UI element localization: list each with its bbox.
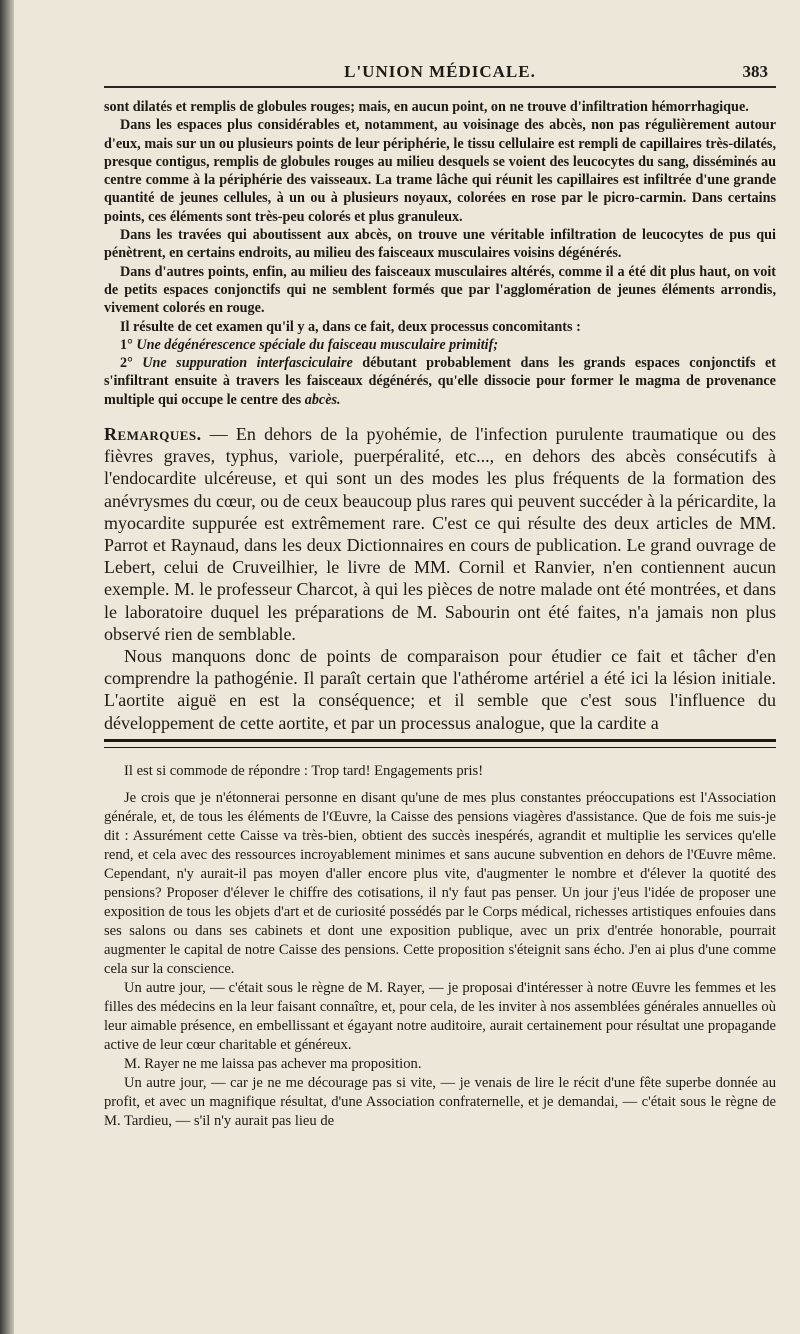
page-header bbox=[104, 52, 776, 88]
page-number: 383 bbox=[742, 62, 768, 81]
paragraph: M. Rayer ne me laissa pas achever ma proposition. bbox=[124, 1055, 422, 1072]
paragraph: Dans d'autres points, enfin, au milieu des faisceaux musculaires altérés, comme il a été dit plus haut, on voit de petits espaces conjonctifs qui ne semblent formés que par l'agglomération de jeunes éléments arrondis, vivement colorés en rouge. bbox=[104, 263, 776, 317]
observation-details bbox=[104, 98, 776, 409]
feuilleton-lead: Il est si commode de répondre : Trop tard! Engagements pris! bbox=[124, 762, 484, 779]
paragraph bbox=[104, 423, 776, 645]
book-binding-edge bbox=[0, 0, 14, 1334]
paragraph: Un autre jour, — c'était sous le règne de M. Rayer, — je proposai d'intéresser à notre Œuvre les femmes et les filles des médecins en la leur faisant connaître, et, pour cela, de les inviter à nos assemblées générales annuelles où leur aimable présence, en embellissant et égayant notre auditoire, aurait certainement pour résultat une propagande active de leur cœur charitable et généreux. bbox=[104, 979, 776, 1053]
paragraph: sont dilatés et remplis de globules rouges; mais, en aucun point, on ne trouve d'infiltration hémorrhagique. bbox=[104, 99, 749, 115]
paragraph: Il résulte de cet examen qu'il y a, dans ce fait, deux processus concomitants : bbox=[120, 318, 581, 335]
feuilleton-section bbox=[104, 762, 776, 1131]
list-item-end: abcès. bbox=[304, 391, 341, 408]
list-item-emphasis: Une suppuration interfasciculaire bbox=[142, 355, 353, 372]
list-number: 2° bbox=[120, 355, 133, 372]
list-item-text: débutant probablement dans les grands espaces conjonctifs et s'infiltrant ensuite à travers les faisceaux dégénérés, qu'elle dissocie pour former le magma de provenance multiple qui occupe le centre des bbox=[104, 355, 777, 408]
paragraph: Dans les espaces plus considérables et, notamment, au voisinage des abcès, non pas régulièrement autour d'eux, mais sur un ou plusieurs points de leur périphérie, le tissu cellulaire est rempli de capillaires très-dilatés, presque contigus, remplis de globules rouges au milieu desquels se voient des leucocytes du sang, disséminés au centre comme à la périphérie des vaisseaux. La trame lâche qui réunit les capillaires est infiltrée d'une grande quantité de jeunes cellules, à un ou à plusieurs noyaux, colorées en rose par le picro-carmin. Dans certains points, ces éléments sont très-peu colorés et plus granuleux. bbox=[104, 117, 776, 225]
list-item-text: Une dégénérescence spéciale du faisceau musculaire primitif; bbox=[136, 336, 499, 353]
list-item bbox=[104, 354, 776, 409]
list-number: 1° bbox=[120, 336, 133, 353]
running-title: L'UNION MÉDICALE. bbox=[344, 62, 536, 81]
paragraph: Nous manquons donc de points de comparaison pour étudier ce fait et tâcher d'en comprendre la pathogénie. Il paraît certain que l'athérome artériel a été ici la lésion initiale. L'aortite aiguë en est la conséquence; et il semble que c'est sous l'influence du développement de cette aortite, et par un processus analogue, que la cardite a bbox=[104, 646, 776, 733]
paragraph: Je crois que je n'étonnerai personne en disant qu'une de mes plus constantes préoccupations est l'Association générale, et, de tous les éléments de l'Œuvre, la Caisse des pensions viagères d'assistance. Que de fois me suis-je dit : Assurément cette Caisse va très-bien, obtient des succès inespérés, agrandit et multiplie les services qu'elle rend, et cela avec des ressources incroyablement minimes et sans aucune subvention en dehors de l'Œuvre même. Cependant, n'y aurait-il pas moyen d'aller encore plus vite, d'augmenter le nombre et d'élever la quotité des pensions? Proposer d'élever le chiffre des cotisations, il n'y faut pas penser. Un jour j'eus l'idée de proposer une exposition de tous les objets d'art et de curiosité possédés par le Corps médical, richesses artistiques enfouies dans ses salons ou dans ses cabinets et dont une exposition publique, avec un prix d'entrée honorable, pourrait augmenter le capital de notre Caisse des pensions. Cette proposition s'éteignit sans écho. J'en ai plus d'une comme cela sur la conscience. bbox=[104, 789, 776, 977]
list-item bbox=[104, 336, 776, 354]
remarks-label: Remarques. bbox=[104, 424, 202, 445]
journal-page bbox=[104, 52, 776, 1131]
remarks-section bbox=[104, 423, 776, 734]
feuilleton-separator bbox=[104, 739, 776, 748]
paragraph: Un autre jour, — car je ne me décourage pas si vite, — je venais de lire le récit d'une fête superbe donnée au profit, et avec un magnifique résultat, d'une Association confraternelle, et je demandai, — c'était sous le règne de M. Tardieu, — s'il n'y aurait pas lieu de bbox=[104, 1074, 776, 1129]
remarks-text: — En dehors de la pyohémie, de l'infection purulente traumatique ou des fièvres graves, typhus, variole, puerpéralité, etc..., en dehors des abcès consécutifs à l'endocardite ulcéreuse, et qui sont un des modes les plus fréquents de la formation des anévrysmes du cœur, ou de ceux beaucoup plus rares qui peuvent succéder à la péricardite, la myocardite suppurée est extrêmement rare. C'est ce qui résulte des deux articles de MM. Parrot et Raynaud, dans les deux Dictionnaires en cours de publication. Le grand ouvrage de Lebert, celui de Cruveilhier, le livre de MM. Cornil et Ranvier, n'en contiennent aucun exemple. M. le professeur Charcot, à qui les pièces de notre malade ont été montrées, et dans le laboratoire duquel les préparations de M. Sabourin ont été faites, n'a jamais non plus observé rien de semblable. bbox=[104, 424, 776, 644]
paragraph: Dans les travées qui aboutissent aux abcès, on trouve une véritable infiltration de leucocytes de pus qui pénètrent, en certains endroits, au milieu des faisceaux musculaires voisins dégénérés. bbox=[104, 227, 776, 262]
